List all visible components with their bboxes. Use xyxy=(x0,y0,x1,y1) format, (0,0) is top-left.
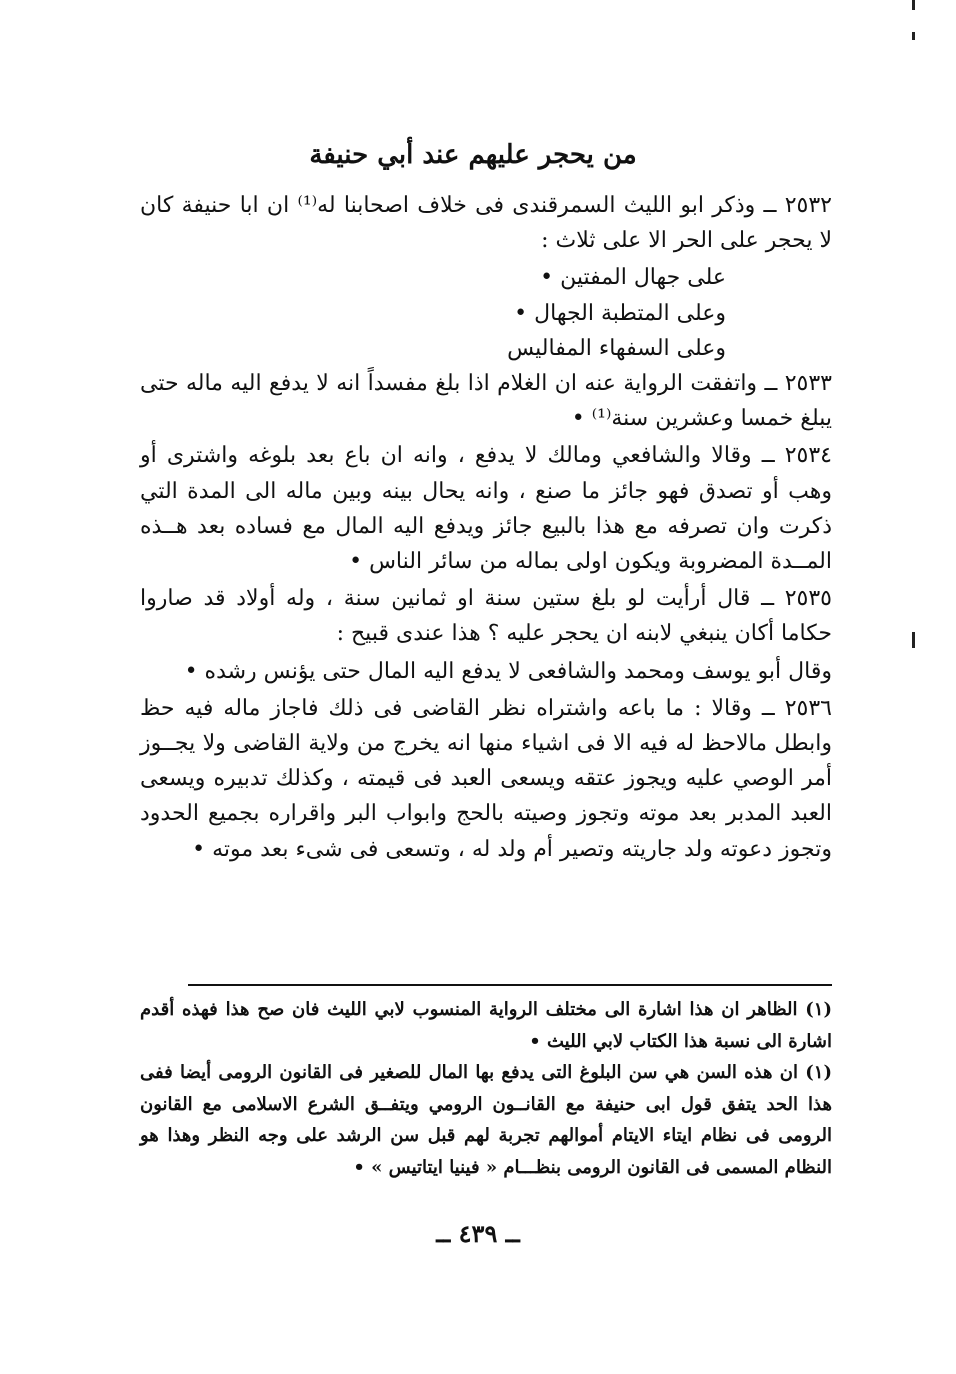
footnote-1: (١) الظاهر ان هذا اشارة الى مختلف الرواية المنسوب لابي الليث فان صح هذا فهذه أقدم اشارة الى نسبة هذا الكتاب لابي الليث • xyxy=(140,999,832,1052)
page-number: ــ ٤٣٩ ــ xyxy=(436,1219,520,1248)
paragraph-2535: ٢٥٣٥ ــ قال أرأيت لو بلغ ستين سنة او ثمانين سنة ، وله أولاد قد صاروا حكاما أكان ينبغي لابنه ان يحجر عليه ؟ هذا عندى قبيح : xyxy=(140,586,832,647)
scan-edge-mark xyxy=(912,0,915,10)
main-text xyxy=(140,188,832,869)
list-item-ignorant-physicians: وعلى المتطبة الجهال • xyxy=(514,300,726,326)
footnote-divider xyxy=(188,984,832,986)
paragraph-2533: ٢٥٣٣ ــ واتفقت الرواية عنه ان الغلام اذا بلغ مفسداً انه لا يدفع اليه ماله حتى يبلغ خمسا وعشرين سنة⁽¹⁾ • xyxy=(140,371,832,432)
footnotes xyxy=(140,994,832,1183)
paragraph-2534: ٢٥٣٤ ــ وقالا والشافعي ومالك لا يدفع ، وانه ان باع بعد بلوغه واشترى أو وهب أو تصدق فهو جائز ما صنع ، وانه يحال بينه وبين ماله الى المدة التي ذكرت وان تصرفه مع هذا بالبيع جائز ويدفع اليه المال مع فساده بعد هــذه المــدة المضروبة ويكون اولى بماله من سائر الناس • xyxy=(140,443,832,575)
paragraph-abu-yusuf: وقال أبو يوسف ومحمد والشافعى لا يدفع اليه المال حتى يؤنس رشده • xyxy=(184,658,832,684)
paragraph-2536: ٢٥٣٦ ــ وقالا : ما باعه واشتراه نظر القاضى فى ذلك فاجاز ماله فيه حظ وابطل مالاحظ له فيه الا فى اشياء منها انه يخرج من ولاية القاضى ولا يجــوز أمر الوصي عليه ويجوز عتقه ويسعى العبد فى قيمته ، وكذلك تدبيره ويسعى العبد المدبر بعد موته وتجوز وصيته بالحج وابواب البر واقراره بجميع الحدود وتجوز دعوته ولد جاريته وتصير أم ولد له ، وتسعى فى شىء بعد موته • xyxy=(140,695,832,862)
scan-edge-mark xyxy=(912,632,915,648)
page-title: من يحجر عليهم عند أبي حنيفة xyxy=(309,140,637,170)
list-item-ignorant-muftis: على جهال المفتين • xyxy=(540,265,726,291)
list-item-bankrupt-fools: وعلى السفهاء المفاليس xyxy=(507,335,726,361)
footnote-2: (١) ان هذه السن هي سن البلوغ التى يدفع بها المال للصغير فى القانون الرومى أيضا ففى هذا الحد يتفق قول ابى حنيفة مع القانــون الرومي ويتفــق الشرع الاسلامى مع القانون الرومى فى نظام ايتاء الايتام أموالهم تجربة لهم قبل سن الرشد على وجه النظر وهذا هو النظام المسمى فى القانون الرومى بنظـــام « فينيا ايتاتيس » • xyxy=(140,1062,832,1178)
scan-edge-mark xyxy=(912,32,915,40)
paragraph-2532: ٢٥٣٢ ــ وذكر ابو الليث السمرقندى فى خلاف اصحابنا له⁽¹⁾ ان ابا حنيفة كان لا يحجر على الحر الا على ثلاث : xyxy=(140,193,832,254)
